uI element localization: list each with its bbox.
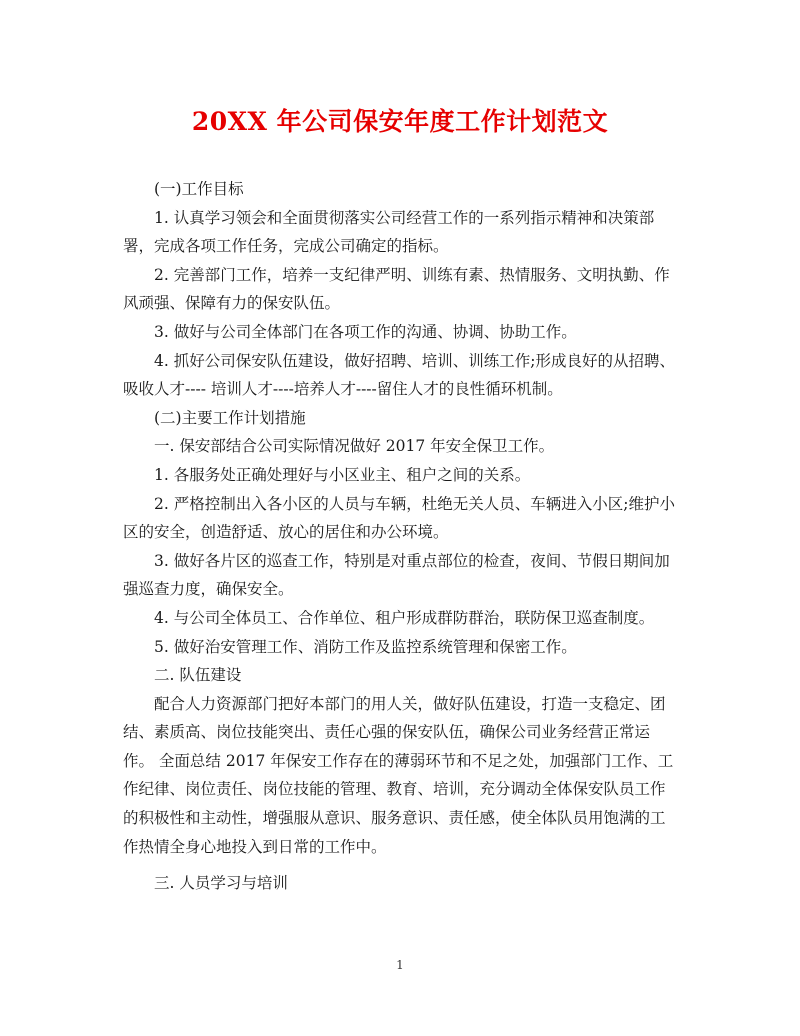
paragraph-goal-1: 1. 认真学习领会和全面贯彻落实公司经营工作的一系列指示精神和决策部署，完成各项工作任务，完成公司确定的指标。	[123, 208, 655, 256]
paragraph-measure-4: 4. 与公司全体员工、合作单位、租户形成群防群治，联防保卫巡查制度。	[154, 608, 655, 627]
subsection-heading-team: 二. 队伍建设	[154, 666, 242, 685]
paragraph-measure-5: 5. 做好治安管理工作、消防工作及监控系统管理和保密工作。	[154, 637, 577, 656]
paragraph-team-building: 配合人力资源部门把好本部门的用人关，做好队伍建设，打造一支稳定、团结、素质高、岗位技能突出、责任心强的保安队伍，确保公司业务经营正常运作。 全面总结 2017 年保安工作存在的薄弱环节和不足之处，加强部门工作、工作纪律、岗位责任、岗位技能的管理、教育、培训，充分调动全体保安队员工作的积极性和主动性，增强服从意识、服务意识、责任感，使全体队员用饱满的工作热情全身心地投入到日常的工作中。	[123, 694, 674, 856]
paragraph-goal-2: 2. 完善部门工作，培养一支纪律严明、训练有素、热情服务、文明执勤、作风顽强、保障有力的保安队伍。	[123, 265, 670, 313]
section-heading-goals: (一)工作目标	[154, 180, 244, 198]
section-heading-measures: (二)主要工作计划措施	[154, 408, 306, 427]
paragraph-goal-4: 4. 抓好公司保安队伍建设，做好招聘、培训、训练工作;形成良好的从招聘、吸收人才---- 培训人才----培养人才----留住人才的良性循环机制。	[123, 351, 675, 399]
paragraph-measure-1: 1. 各服务处正确处理好与小区业主、租户之间的关系。	[154, 465, 531, 484]
document-body	[123, 175, 679, 898]
subsection-heading-security: 一. 保安部结合公司实际情况做好 2017 年安全保卫工作。	[154, 437, 555, 456]
page-number: 1	[396, 958, 404, 972]
paragraph-measure-3: 3. 做好各片区的巡查工作，特别是对重点部位的检查，夜间、节假日期间加强巡查力度，确保安全。	[123, 551, 670, 599]
paragraph-measure-2: 2. 严格控制出入各小区的人员与车辆，杜绝无关人员、车辆进入小区;维护小区的安全，创造舒适、放心的居住和办公环境。	[123, 494, 675, 542]
subsection-heading-training: 三. 人员学习与培训	[154, 874, 288, 893]
paragraph-goal-3: 3. 做好与公司全体部门在各项工作的沟通、协调、协助工作。	[154, 322, 577, 341]
document-title: 20XX 年公司保安年度工作计划范文	[191, 107, 609, 136]
